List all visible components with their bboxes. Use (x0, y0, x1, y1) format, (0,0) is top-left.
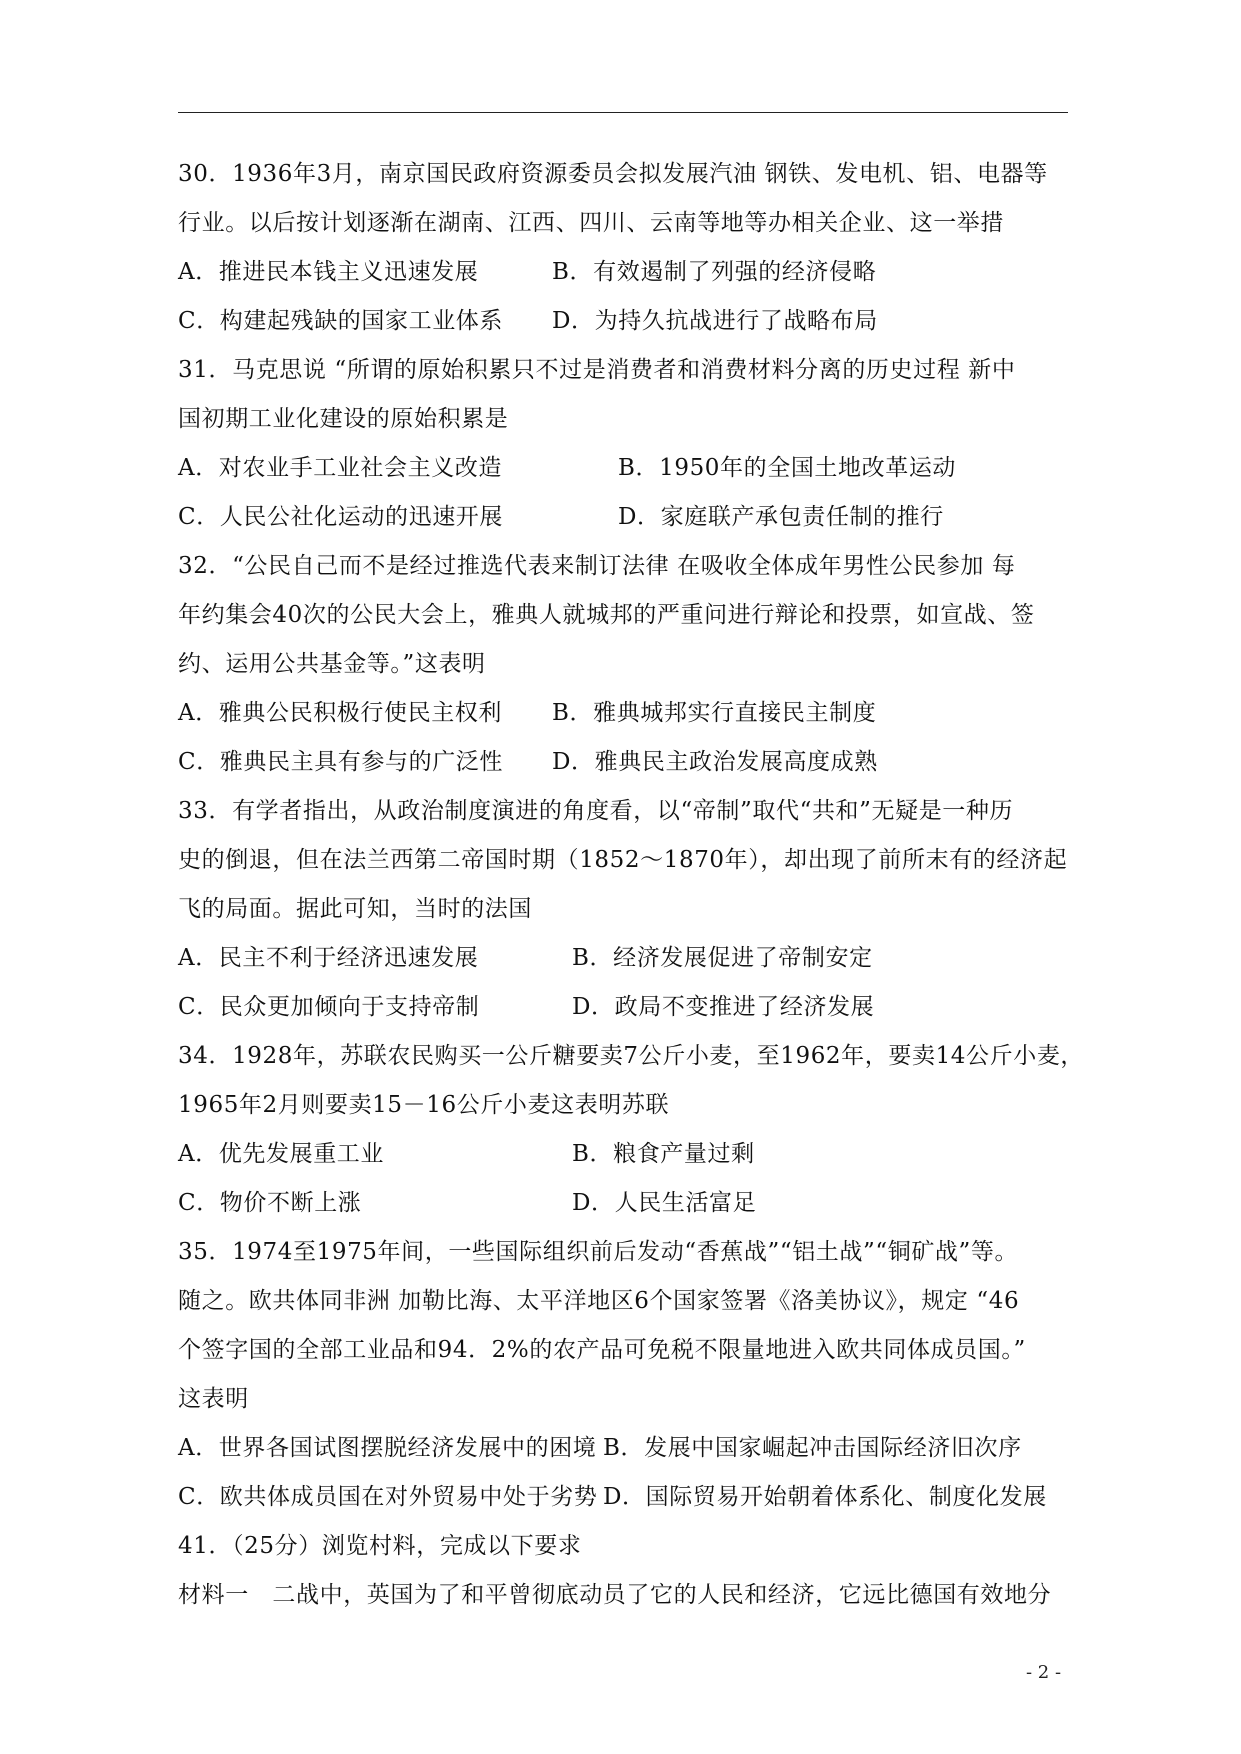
option-d[interactable]: D．雅典民主政治发展高度成熟 (552, 749, 878, 775)
option-row (178, 738, 1078, 787)
option-row (178, 444, 1078, 493)
page-number: - 2 - (1026, 1662, 1062, 1683)
option-b[interactable]: B．有效遏制了列强的经济侵略 (552, 259, 877, 285)
option-row (178, 1179, 1078, 1228)
question-stem: 行业。以后按计划逐渐在湖南、江西、四川、云南等地等办相关企业、这一举措 (178, 210, 1004, 236)
option-row (178, 983, 1078, 1032)
option-row (178, 248, 1078, 297)
option-c[interactable]: C．人民公社化运动的迅速开展 (178, 504, 503, 530)
option-b[interactable]: B．1950年的全国土地改革运动 (618, 455, 957, 481)
page-content (178, 150, 1085, 1620)
option-b[interactable]: B．粮食产量过剩 (572, 1141, 755, 1167)
question-stem: 约、运用公共基金等。”这表明 (178, 651, 486, 677)
option-a[interactable]: A．对农业手工业社会主义改造 (178, 455, 503, 481)
question-stem: 30．1936年3月，南京国民政府资源委员会拟发展汽油 钢铁、发电机、铝、电器等 (178, 161, 1048, 187)
option-b[interactable]: B．发展中国家崛起冲击国际经济旧次序 (603, 1435, 1022, 1461)
material-text: 材料一 二战中，英国为了和平曾彻底动员了它的人民和经济，它远比德国有效地分 (178, 1582, 1052, 1608)
option-a[interactable]: A．世界各国试图摆脱经济发展中的困境 (178, 1435, 597, 1461)
option-a[interactable]: A．推进民本钱主义迅速发展 (178, 259, 479, 285)
option-a[interactable]: A．雅典公民积极行使民主权利 (178, 700, 503, 726)
question-33 (178, 787, 1078, 1032)
question-32 (178, 542, 1078, 787)
question-stem: 35．1974至1975年间，一些国际组织前后发动“香蕉战”“铝土战”“铜矿战”等。 (178, 1239, 1019, 1265)
option-row (178, 297, 1078, 346)
option-d[interactable]: D．国际贸易开始朝着体系化、制度化发展 (603, 1484, 1047, 1510)
question-stem: 33．有学者指出，从政治制度演进的角度看，以“帝制”取代“共和”无疑是一种历 (178, 798, 1014, 824)
question-41 (178, 1522, 1078, 1620)
option-row (178, 1473, 1078, 1522)
question-stem: 飞的局面。据此可知，当时的法国 (178, 896, 532, 922)
option-row (178, 934, 1078, 983)
option-row (178, 1424, 1078, 1473)
option-b[interactable]: B．雅典城邦实行直接民主制度 (552, 700, 877, 726)
option-c[interactable]: C．构建起残缺的国家工业体系 (178, 308, 503, 334)
option-c[interactable]: C．物价不断上涨 (178, 1190, 362, 1216)
option-d[interactable]: D．为持久抗战进行了战略布局 (552, 308, 878, 334)
option-a[interactable]: A．民主不利于经济迅速发展 (178, 945, 479, 971)
question-30 (178, 150, 1078, 346)
question-stem: 这表明 (178, 1386, 249, 1412)
question-stem: 史的倒退，但在法兰西第二帝国时期（1852～1870年），却出现了前所末有的经济起 (178, 847, 1068, 873)
option-c[interactable]: C．民众更加倾向于支持帝制 (178, 994, 480, 1020)
question-34 (178, 1032, 1085, 1228)
option-a[interactable]: A．优先发展重工业 (178, 1141, 385, 1167)
option-c[interactable]: C．欧共体成员国在对外贸易中处于劣势 (178, 1484, 598, 1510)
question-stem: 国初期工业化建设的原始积累是 (178, 406, 509, 432)
question-stem: 随之。欧共体同非洲 加勒比海、太平洋地区6个国家签署《洛美协议》，规定 “46 (178, 1288, 1020, 1314)
question-stem: 34．1928年，苏联农民购买一公斤糖要卖7公斤小麦，至1962年，要卖14公斤小麦， (178, 1043, 1085, 1069)
question-stem: 31．马克思说 “所谓的原始积累只不过是消费者和消费材料分离的历史过程 新中 (178, 357, 1016, 383)
question-stem: 年约集会40次的公民大会上，雅典人就城邦的严重问进行辩论和投票，如宣战、签 (178, 602, 1035, 628)
option-d[interactable]: D．人民生活富足 (572, 1190, 757, 1216)
question-31 (178, 346, 1078, 542)
option-row (178, 1130, 1078, 1179)
question-stem: 1965年2月则要卖15－16公斤小麦这表明苏联 (178, 1092, 670, 1118)
option-d[interactable]: D．政局不变推进了经济发展 (572, 994, 875, 1020)
option-row (178, 689, 1078, 738)
question-35 (178, 1228, 1078, 1522)
option-c[interactable]: C．雅典民主具有参与的广泛性 (178, 749, 503, 775)
option-row (178, 493, 1078, 542)
option-b[interactable]: B．经济发展促进了帝制安定 (572, 945, 873, 971)
header-rule (178, 112, 1068, 113)
question-title: 41．（25分）浏览村料，完成以下要求 (178, 1533, 582, 1559)
question-stem: 32．“公民自己而不是经过推选代表来制订法律 在吸收全体成年男性公民参加 每 (178, 553, 1016, 579)
question-stem: 个签字国的全部工业品和94．2%的农产品可免税不限量地进入欧共同体成员国。” (178, 1337, 1026, 1363)
option-d[interactable]: D．家庭联产承包责任制的推行 (618, 504, 944, 530)
